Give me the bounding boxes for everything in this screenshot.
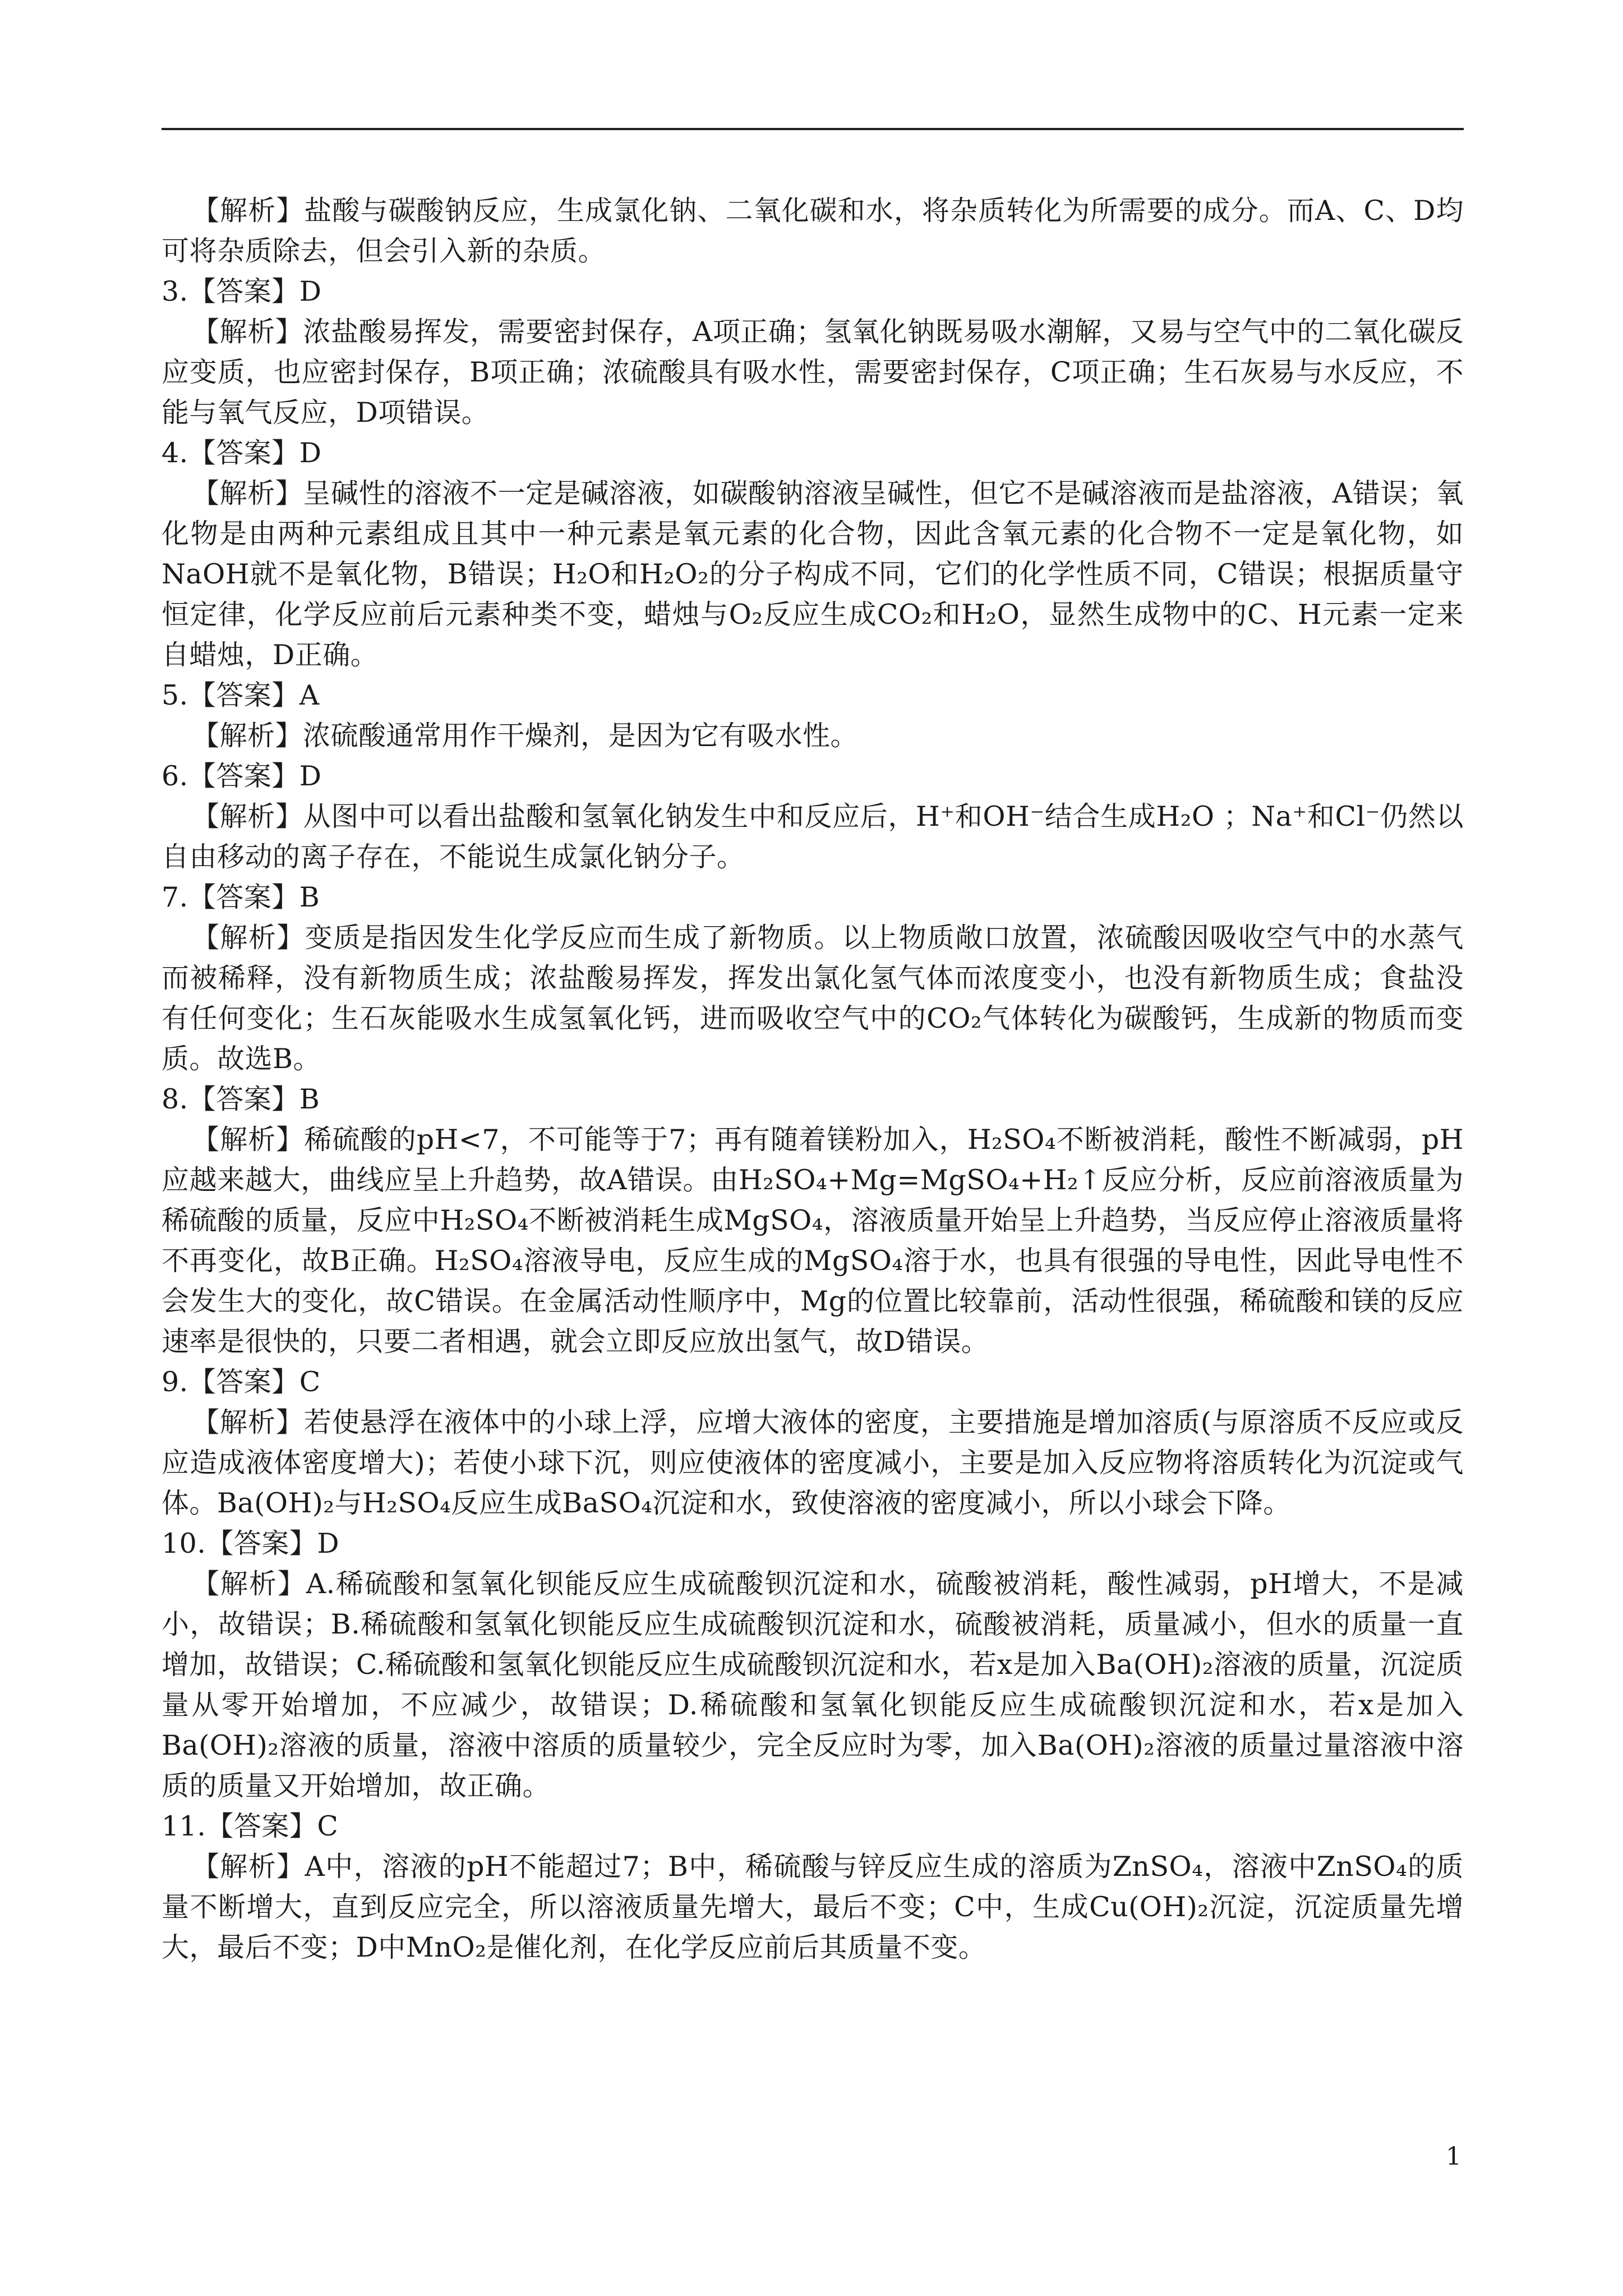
analysis-6: 【解析】从图中可以看出盐酸和氢氧化钠发生中和反应后，H⁺和OH⁻结合生成H₂O ；Na⁺和Cl⁻仍然以自由移动的离子存在，不能说生成氯化钠分子。 (162, 800, 1464, 873)
analysis-8: 【解析】稀硫酸的pH<7，不可能等于7；再有随着镁粉加入，H₂SO₄不断被消耗，酸性不断减弱，pH应越来越大，曲线应呈上升趋势，故A错误。由H₂SO₄+Mg=MgSO₄+H₂↑反应分析，反应前溶液质量为稀硫酸的质量，反应中H₂SO₄不断被消耗生成MgSO₄，溶液质量开始呈上升趋势，当反应停止溶液质量将不再变化，故B正确。H₂SO₄溶液导电，反应生成的MgSO₄溶于水，也具有很强的导电性，因此导电性不会发生大的变化，故C错误。在金属活动性顺序中，Mg的位置比较靠前，活动性很强，稀硫酸和镁的反应速率是很快的，只要二者相遇，就会立即反应放出氢气，故D错误。 (162, 1124, 1464, 1358)
analysis-11: 【解析】A中，溶液的pH不能超过7；B中，稀硫酸与锌反应生成的溶质为ZnSO₄，溶液中ZnSO₄的质量不断增大，直到反应完全，所以溶液质量先增大，最后不变；C中，生成Cu(OH)₂沉淀，沉淀质量先增大，最后不变；D中MnO₂是催化剂，在化学反应前后其质量不变。 (162, 1851, 1464, 1963)
analysis-4: 【解析】呈碱性的溶液不一定是碱溶液，如碳酸钠溶液呈碱性，但它不是碱溶液而是盐溶液，A错误；氧化物是由两种元素组成且其中一种元素是氧元素的化合物，因此含氧元素的化合物不一定是氧化物，如NaOH就不是氧化物，B错误；H₂O和H₂O₂的分子构成不同，它们的化学性质不同，C错误；根据质量守恒定律，化学反应前后元素种类不变，蜡烛与O₂反应生成CO₂和H₂O，显然生成物中的C、H元素一定来自蜡烛，D正确。 (162, 477, 1464, 671)
answer-3: 3.【答案】D (162, 275, 322, 307)
answer-7: 7.【答案】B (162, 881, 320, 913)
answer-6: 6.【答案】D (162, 760, 322, 792)
header-rule (162, 128, 1464, 130)
page-number: 1 (1446, 2142, 1461, 2171)
answer-11: 11.【答案】C (162, 1810, 339, 1842)
analysis-3: 【解析】浓盐酸易挥发，需要密封保存，A项正确；氢氧化钠既易吸水潮解，又易与空气中的二氧化碳反应变质，也应密封保存，B项正确；浓硫酸具有吸水性，需要密封保存，C项正确；生石灰易与水反应，不能与氧气反应，D项错误。 (162, 316, 1464, 429)
answer-5: 5.【答案】A (162, 679, 320, 711)
analysis-9: 【解析】若使悬浮在液体中的小球上浮，应增大液体的密度，主要措施是增加溶质(与原溶质不反应或反应造成液体密度增大)；若使小球下沉，则应使液体的密度减小，主要是加入反应物将溶质转化为沉淀或气体。Ba(OH)₂与H₂SO₄反应生成BaSO₄沉淀和水，致使溶液的密度减小，所以小球会下降。 (162, 1406, 1464, 1519)
analysis-2: 【解析】盐酸与碳酸钠反应，生成氯化钠、二氧化碳和水，将杂质转化为所需要的成分。而A、C、D均可将杂质除去，但会引入新的杂质。 (162, 195, 1464, 267)
analysis-7: 【解析】变质是指因发生化学反应而生成了新物质。以上物质敞口放置，浓硫酸因吸收空气中的水蒸气而被稀释，没有新物质生成；浓盐酸易挥发，挥发出氯化氢气体而浓度变小，也没有新物质生成；食盐没有任何变化；生石灰能吸水生成氢氧化钙，进而吸收空气中的CO₂气体转化为碳酸钙，生成新的物质而变质。故选B。 (162, 922, 1464, 1075)
answer-10: 10.【答案】D (162, 1527, 340, 1559)
answer-4: 4.【答案】D (162, 437, 322, 469)
analysis-5: 【解析】浓硫酸通常用作干燥剂，是因为它有吸水性。 (192, 720, 859, 752)
analysis-10: 【解析】A.稀硫酸和氢氧化钡能反应生成硫酸钡沉淀和水，硫酸被消耗，酸性减弱，pH增大，不是减小，故错误；B.稀硫酸和氢氧化钡能反应生成硫酸钡沉淀和水，硫酸被消耗，质量减小，但水的质量一直增加，故错误；C.稀硫酸和氢氧化钡能反应生成硫酸钡沉淀和水，若x是加入Ba(OH)₂溶液的质量，沉淀质量从零开始增加，不应减少，故错误；D.稀硫酸和氢氧化钡能反应生成硫酸钡沉淀和水，若x是加入Ba(OH)₂溶液的质量，溶液中溶质的质量较少，完全反应时为零，加入Ba(OH)₂溶液的质量过量溶液中溶质的质量又开始增加，故正确。 (162, 1568, 1464, 1802)
answer-key (162, 191, 1464, 1968)
answer-9: 9.【答案】C (162, 1366, 321, 1398)
answer-8: 8.【答案】B (162, 1083, 320, 1115)
